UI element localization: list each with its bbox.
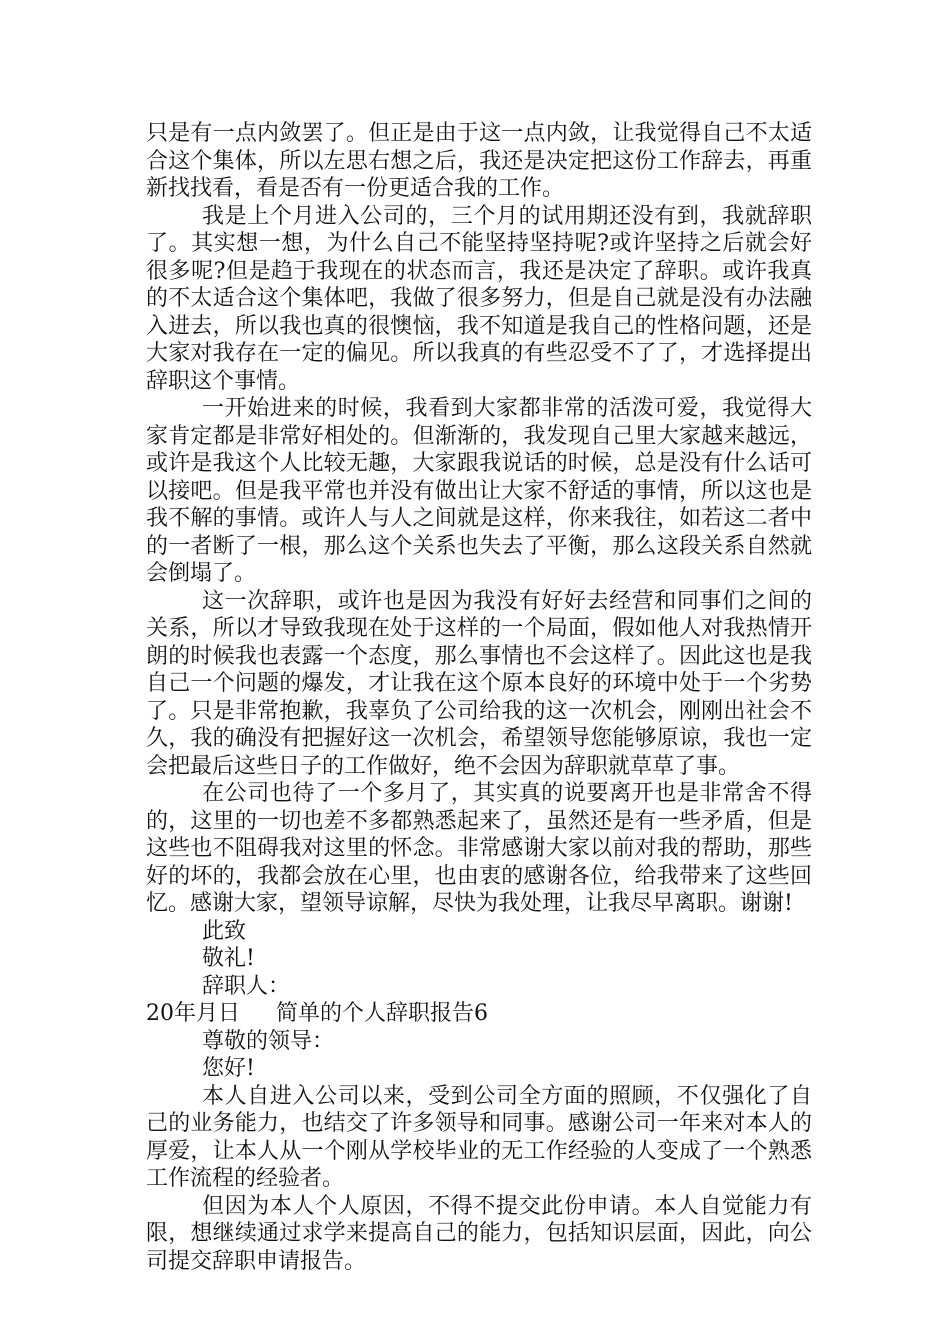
paragraph-4: 这一次辞职，或许也是因为我没有好好去经营和同事们之间的关系，所以才导致我现在处于这样的一个局面，假如他人对我热情开朗的时候我也表露一个态度，那么事情也不会这样了。因此这也是我自己一个问题的爆发，才让我在这个原本良好的环境中处于一个劣势了。只是非常抱歉，我辜负了公司给我的这一次机会，刚刚出社会不久，我的确没有把握好这一次机会，希望领导您能够原谅，我也一定会把最后这些日子的工作做好，绝不会因为辞职就草草了事。 [146, 588, 812, 779]
paragraph-2: 我是上个月进入公司的，三个月的试用期还没有到，我就辞职了。其实想一想，为什么自己不能坚持坚持呢?或许坚持之后就会好很多呢?但是趋于我现在的状态而言，我还是决定了辞职。或许我真的不太适合这个集体吧，我做了很多努力，但是自己就是没有办法融入进去，所以我也真的很懊恼，我不知道是我自己的性格问题，还是大家对我存在一定的偏见。所以我真的有些忍受不了了，才选择提出辞职这个事情。 [146, 203, 812, 394]
paragraph-5: 在公司也待了一个多月了，其实真的说要离开也是非常舍不得的，这里的一切也差不多都熟悉起来了，虽然还是有一些矛盾，但是这些也不阻碍我对这里的怀念。非常感谢大家以前对我的帮助，那些好的坏的，我都会放在心里，也由衷的感谢各位，给我带来了这些回忆。感谢大家，望领导谅解，尽快为我处理，让我尽早离职。谢谢! [146, 781, 812, 916]
date-text: 20年月日 [146, 1001, 240, 1026]
signer-line: 辞职人： [202, 973, 291, 999]
greeting-line: 您好! [202, 1056, 255, 1081]
salutation-line: 尊敬的领导： [202, 1028, 335, 1054]
paragraph-3: 一开始进来的时候，我看到大家都非常的活泼可爱，我觉得大家肯定都是非常好相处的。但渐渐的，我发现自己里大家越来越远，或许是我这个人比较无趣，大家跟我说话的时候，总是没有什么话可以接吧。但是我平常也并没有做出让大家不舒适的事情，所以这也是我不解的事情。或许人与人之间就是这样，你来我往，如若这二者中的一者断了一根，那么这个关系也失去了平衡，那么这段关系自然就会倒塌了。 [146, 396, 812, 586]
date-title-line [146, 1000, 812, 1028]
paragraph-1: 只是有一点内敛罢了。但正是由于这一点内敛，让我觉得自己不太适合这个集体，所以左思右想之后，我还是决定把这份工作辞去，再重新找找看，看是否有一份更适合我的工作。 [146, 121, 812, 201]
next-report-title: 简单的个人辞职报告6 [276, 1001, 488, 1026]
closing-line-1: 此致 [202, 918, 247, 944]
document-page [146, 120, 812, 1275]
paragraph-6: 本人自进入公司以来，受到公司全方面的照顾，不仅强化了自己的业务能力，也结交了许多领导和同事。感谢公司一年来对本人的厚爱，让本人从一个刚从学校毕业的无工作经验的人变成了一个熟悉工作流程的经验者。 [146, 1083, 812, 1191]
closing-line-2: 敬礼! [202, 946, 255, 971]
paragraph-7: 但因为本人个人原因，不得不提交此份申请。本人自觉能力有限，想继续通过求学来提高自己的能力，包括知识层面，因此，向公司提交辞职申请报告。 [146, 1193, 812, 1274]
